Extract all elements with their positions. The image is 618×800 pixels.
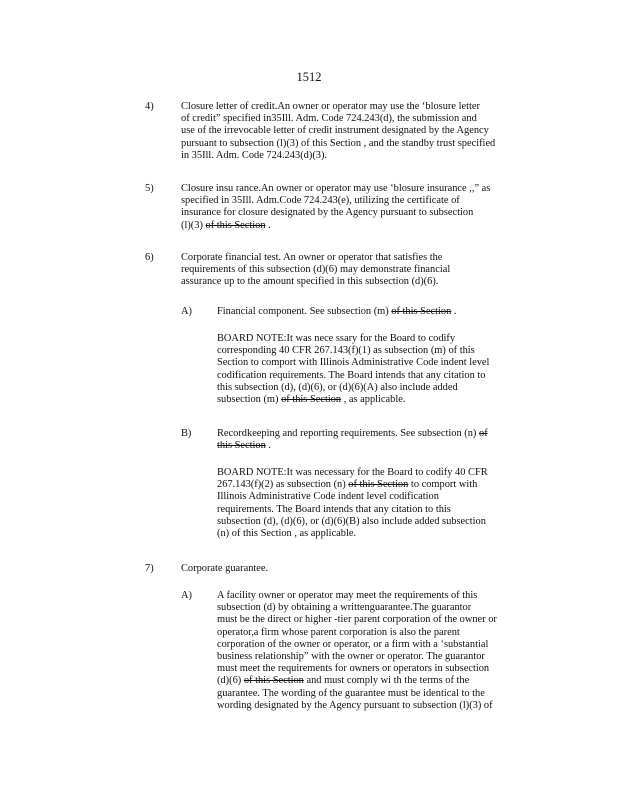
paragraph-body	[181, 563, 541, 575]
text-segment: Section to comport with Illinois Administrative Code indent level	[217, 357, 490, 369]
text-segment: pursuant to subsection (l)(3) of this Section , and the standby trust specified	[181, 137, 496, 149]
text-segment: assurance up to the amount specified in this subsection (d)(6).	[181, 276, 439, 288]
text-line	[217, 602, 537, 614]
struck-text: of	[479, 428, 488, 439]
text-line	[181, 150, 541, 162]
text-segment: must be the direct or higher -tier parent corporation of the owner or	[217, 614, 497, 626]
text-line	[181, 183, 541, 195]
text-segment: and must comply wi th the terms of the	[303, 675, 470, 687]
text-segment: Closure letter of credit.An owner or operator may use the ‘blosure letter	[181, 101, 480, 112]
text-line	[181, 125, 541, 137]
text-line	[217, 590, 537, 602]
text-segment: Illinois Administrative Code indent level codification	[217, 491, 439, 503]
text-segment: of credit” specified in35Ill. Adm. Code 724.243(d), the submission and	[181, 113, 477, 125]
paragraph-body	[217, 590, 537, 712]
text-line	[217, 491, 537, 503]
text-line	[181, 252, 541, 264]
text-segment: (d)(6)	[217, 675, 244, 687]
text-line	[217, 333, 537, 345]
text-segment: subsection (m)	[217, 394, 282, 406]
text-line	[217, 614, 537, 626]
text-line	[181, 195, 541, 207]
text-segment: codification requirements. The Board intends that any citation to	[217, 369, 486, 381]
text-segment: requirements. The Board intends that any citation to this	[217, 503, 451, 515]
text-line	[217, 528, 537, 540]
text-segment: .	[265, 440, 271, 452]
text-segment: this subsection (d), (d)(6), or (d)(6)(A) also include added	[217, 381, 458, 393]
item-number: A)	[181, 590, 192, 601]
struck-text: of this Section	[391, 306, 452, 317]
text-segment: corporation of the owner or operator, or a firm with a ‘substantial	[217, 638, 489, 650]
page-number: 1512	[296, 70, 322, 84]
item-number: 5)	[145, 183, 154, 194]
paragraph-body	[181, 101, 541, 162]
struck-text: of this Section	[281, 394, 342, 406]
text-line	[217, 306, 537, 318]
text-segment: A facility owner or operator may meet the requirements of this	[217, 590, 478, 601]
text-line	[181, 264, 541, 276]
paragraph-body	[181, 183, 541, 232]
text-line	[181, 113, 541, 125]
paragraph-body	[217, 467, 537, 540]
item-number: 4)	[145, 101, 154, 112]
text-segment: must meet the requirements for owners or operators in subsection	[217, 663, 490, 675]
text-line	[217, 479, 537, 491]
text-segment: Corporate financial test. An owner or operator that satisfies the	[181, 252, 443, 263]
text-line	[181, 101, 541, 113]
text-line	[217, 345, 537, 357]
text-segment: Corporate guarantee.	[181, 563, 269, 574]
item-number: 6)	[145, 252, 154, 263]
text-line	[217, 663, 537, 675]
text-line	[217, 688, 537, 700]
text-segment: requirements of this subsection (d)(6) may demonstrate financial	[181, 264, 451, 276]
struck-text: this Section	[217, 440, 266, 452]
text-segment: insurance for closure designated by the Agency pursuant to subsection	[181, 207, 474, 219]
text-segment: (n) of this Section , as applicable.	[217, 528, 357, 540]
text-segment: Financial component. See subsection (m)	[217, 306, 392, 317]
text-segment: to comport with	[408, 479, 478, 491]
item-number: A)	[181, 306, 192, 317]
text-segment: corresponding 40 CFR 267.143(f)(1) as subsection (m) of this	[217, 345, 475, 357]
text-segment: 267.143(f)(2) as subsection (n)	[217, 479, 349, 491]
struck-text: of this Section	[348, 479, 409, 491]
paragraph-body	[217, 333, 537, 406]
text-line	[217, 627, 537, 639]
text-segment: (l)(3)	[181, 219, 206, 231]
paragraph-body	[217, 306, 537, 318]
struck-text: of this Section	[205, 219, 266, 231]
text-line	[181, 207, 541, 219]
text-segment: subsection (d) by obtaining a writtenguarantee.The guarantor	[217, 602, 472, 614]
text-segment: specified in 35Ill. Adm.Code 724.243(e), utilizing the certificate of	[181, 195, 460, 207]
text-segment: use of the irrevocable letter of credit instrument designated by the Agency	[181, 125, 489, 137]
text-line	[217, 394, 537, 406]
text-segment: wording designated by the Agency pursuant to subsection (l)(3) of	[217, 699, 493, 711]
text-line	[217, 467, 537, 479]
text-line	[217, 516, 537, 528]
text-line	[217, 504, 537, 516]
text-line	[217, 651, 537, 663]
text-segment: .	[265, 219, 271, 231]
paragraph-body	[181, 252, 541, 289]
item-number: B)	[181, 428, 192, 439]
text-segment: Recordkeeping and reporting requirements. See subsection (n)	[217, 428, 479, 439]
text-segment: in 35Ill. Adm. Code 724.243(d)(3).	[181, 149, 328, 161]
text-line	[217, 357, 537, 369]
text-line	[181, 138, 541, 150]
text-line	[217, 639, 537, 651]
text-line	[217, 382, 537, 394]
text-line	[217, 370, 537, 382]
text-segment: operator,a firm whose parent corporation is also the parent	[217, 626, 460, 638]
text-segment: BOARD NOTE:It was nece ssary for the Board to codify	[217, 333, 456, 344]
text-line	[181, 563, 541, 575]
text-segment: Closure insu rance.An owner or operator may use ‘blosure insurance ,,” as	[181, 183, 491, 194]
text-segment: business relationship” with the owner or operator. The guarantor	[217, 651, 485, 663]
text-line	[217, 675, 537, 687]
struck-text: of this Section	[243, 675, 304, 687]
text-segment: , as applicable.	[341, 394, 406, 406]
text-segment: BOARD NOTE:It was necessary for the Board to codify 40 CFR	[217, 467, 488, 478]
text-line	[181, 220, 541, 232]
text-segment: .	[451, 306, 457, 317]
text-line	[217, 700, 537, 712]
paragraph-body	[217, 428, 537, 452]
text-line	[181, 276, 541, 288]
item-number: 7)	[145, 563, 154, 574]
text-segment: guarantee. The wording of the guarantee must be identical to the	[217, 687, 485, 699]
text-line	[217, 440, 537, 452]
text-segment: subsection (d), (d)(6), or (d)(6)(B) also include added subsection	[217, 515, 486, 527]
text-line	[217, 428, 537, 440]
